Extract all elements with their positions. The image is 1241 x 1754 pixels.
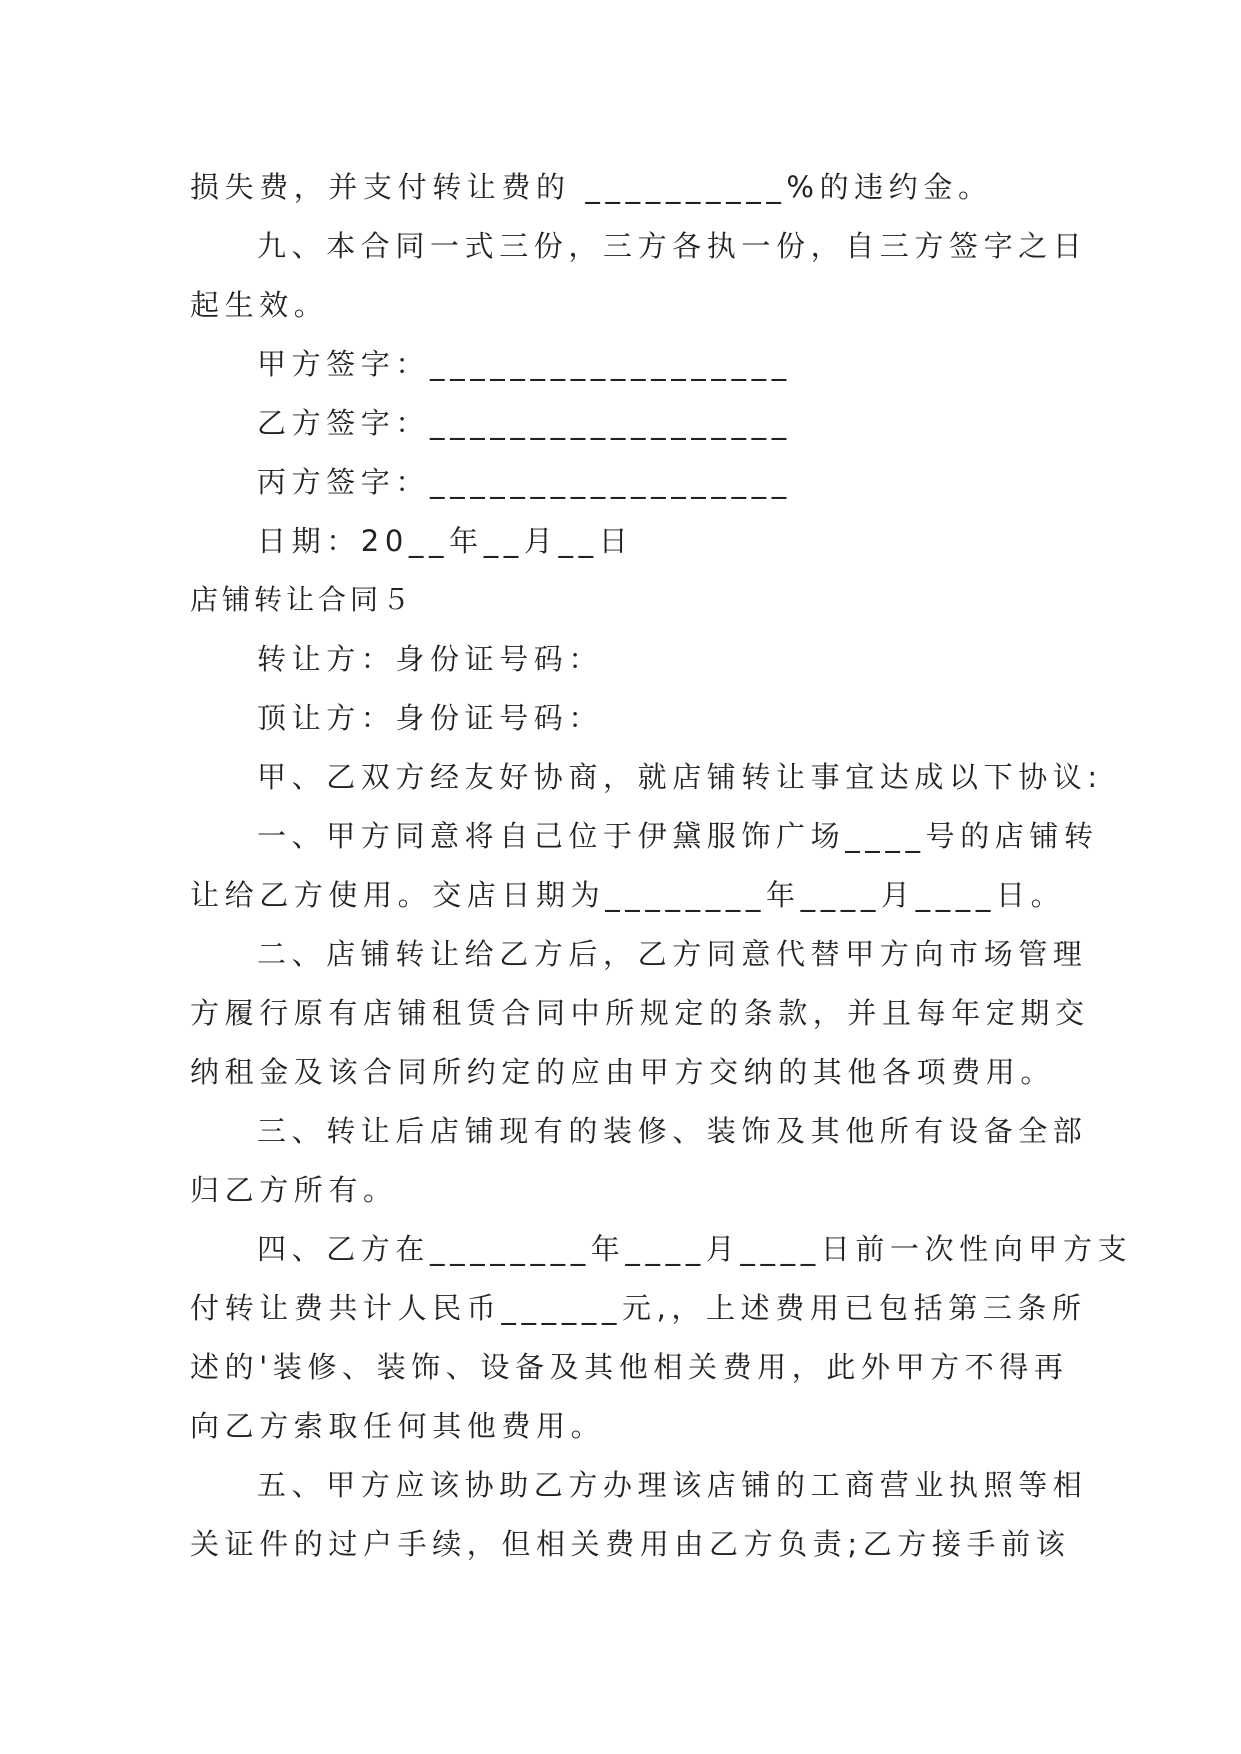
clause-4-line-3: 述的'装修、装饰、设备及其他相关费用，此外甲方不得再 bbox=[190, 1350, 1069, 1384]
clause-2-line-1: 二、店铺转让给乙方后，乙方同意代替甲方向市场管理 bbox=[257, 937, 1088, 971]
clause-4-line-4: 向乙方索取任何其他费用。 bbox=[190, 1409, 606, 1443]
clause-5-line-2: 关证件的过户手续，但相关费用由乙方负责;乙方接手前该 bbox=[190, 1527, 1071, 1561]
clause-2-line-3: 纳租金及该合同所约定的应由甲方交纳的其他各项费用。 bbox=[190, 1055, 1056, 1089]
party-a-signature: 甲方签字：__________________ bbox=[257, 347, 792, 381]
clause-1-line-1: 一、甲方同意将自己位于伊黛服饰广场____号的店铺转 bbox=[257, 819, 1099, 853]
party-b-signature: 乙方签字：__________________ bbox=[257, 406, 792, 440]
clause-3-line-2: 归乙方所有。 bbox=[190, 1173, 398, 1207]
clause-3-line-1: 三、转让后店铺现有的装修、装饰及其他所有设备全部 bbox=[257, 1114, 1088, 1148]
transferor-field: 转让方：身份证号码： bbox=[257, 642, 604, 676]
preamble: 甲、乙双方经友好协商，就店铺转让事宜达成以下协议: bbox=[257, 760, 1103, 794]
party-c-signature: 丙方签字：__________________ bbox=[257, 465, 792, 499]
clause-4-line-2: 付转让费共计人民币______元,，上述费用已包括第三条所 bbox=[190, 1291, 1087, 1325]
clause-2-line-2: 方履行原有店铺租赁合同中所规定的条款，并且每年定期交 bbox=[190, 996, 1090, 1030]
clause-4-line-1: 四、乙方在________年____月____日前一次性向甲方支 bbox=[257, 1232, 1133, 1266]
contract-title: 店铺转让合同５ bbox=[190, 583, 415, 616]
clause-1-line-2: 让给乙方使用。交店日期为________年____月____日。 bbox=[190, 878, 1066, 912]
clause-9-line-2: 起生效。 bbox=[190, 288, 329, 322]
transferee-field: 顶让方：身份证号码： bbox=[257, 701, 604, 735]
signature-date: 日期：20__年__月__日 bbox=[257, 524, 634, 558]
paragraph-line-penalty: 损失费，并支付转让费的 __________%的违约金。 bbox=[190, 170, 993, 204]
clause-9-line-1: 九、本合同一式三份，三方各执一份，自三方签字之日 bbox=[257, 229, 1088, 263]
clause-5-line-1: 五、甲方应该协助乙方办理该店铺的工商营业执照等相 bbox=[257, 1468, 1088, 1502]
